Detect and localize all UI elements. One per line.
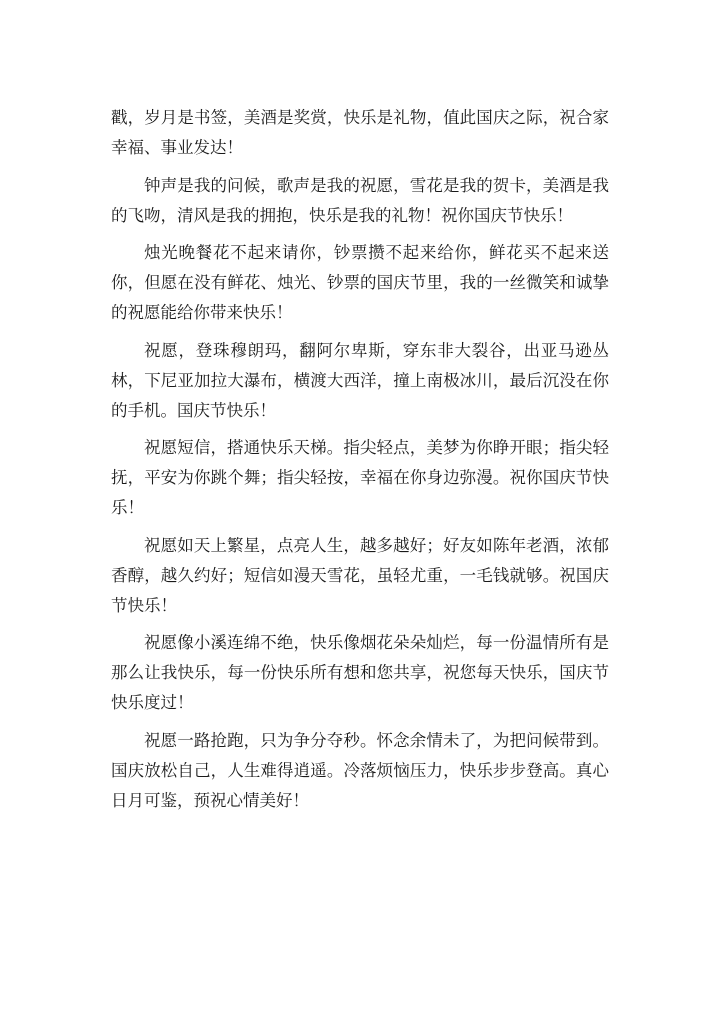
paragraph-4: 祝愿，登珠穆朗玛，翻阿尔卑斯，穿东非大裂谷，出亚马逊丛林，下尼亚加拉大瀑布，横渡大西洋，撞上南极冰川，最后沉没在你的手机。国庆节快乐！ (111, 340, 609, 420)
paragraph-6: 祝愿如天上繁星，点亮人生，越多越好；好友如陈年老酒，浓郁香醇，越久约好；短信如漫天雪花，虽轻尤重，一毛钱就够。祝国庆节快乐！ (111, 535, 609, 615)
paragraph-3: 烛光晚餐花不起来请你，钞票攒不起来给你，鲜花买不起来送你，但愿在没有鲜花、烛光、钞票的国庆节里，我的一丝微笑和诚挚的祝愿能给你带来快乐！ (111, 243, 609, 322)
paragraph-7: 祝愿像小溪连绵不绝，快乐像烟花朵朵灿烂，每一份温情所有是那么让我快乐，每一份快乐所有想和您共享，祝您每天快乐，国庆节快乐度过！ (111, 633, 609, 712)
paragraph-5: 祝愿短信，搭通快乐天梯。指尖轻点，美梦为你睁开眼；指尖轻抚，平安为你跳个舞；指尖轻按，幸福在你身边弥漫。祝你国庆节快乐！ (111, 438, 609, 517)
paragraph-1: 戳，岁月是书签，美酒是奖赏，快乐是礼物，值此国庆之际，祝合家幸福、事业发达！ (111, 108, 609, 157)
paragraph-2: 钟声是我的问候，歌声是我的祝愿，雪花是我的贺卡，美酒是我的飞吻，清风是我的拥抱，快乐是我的礼物！祝你国庆节快乐！ (111, 175, 609, 225)
document-page (111, 103, 609, 823)
paragraph-8: 祝愿一路抢跑，只为争分夺秒。怀念余情未了，为把问候带到。国庆放松自己，人生难得逍遥。冷落烦恼压力，快乐步步登高。真心日月可鉴，预祝心情美好！ (111, 730, 609, 810)
